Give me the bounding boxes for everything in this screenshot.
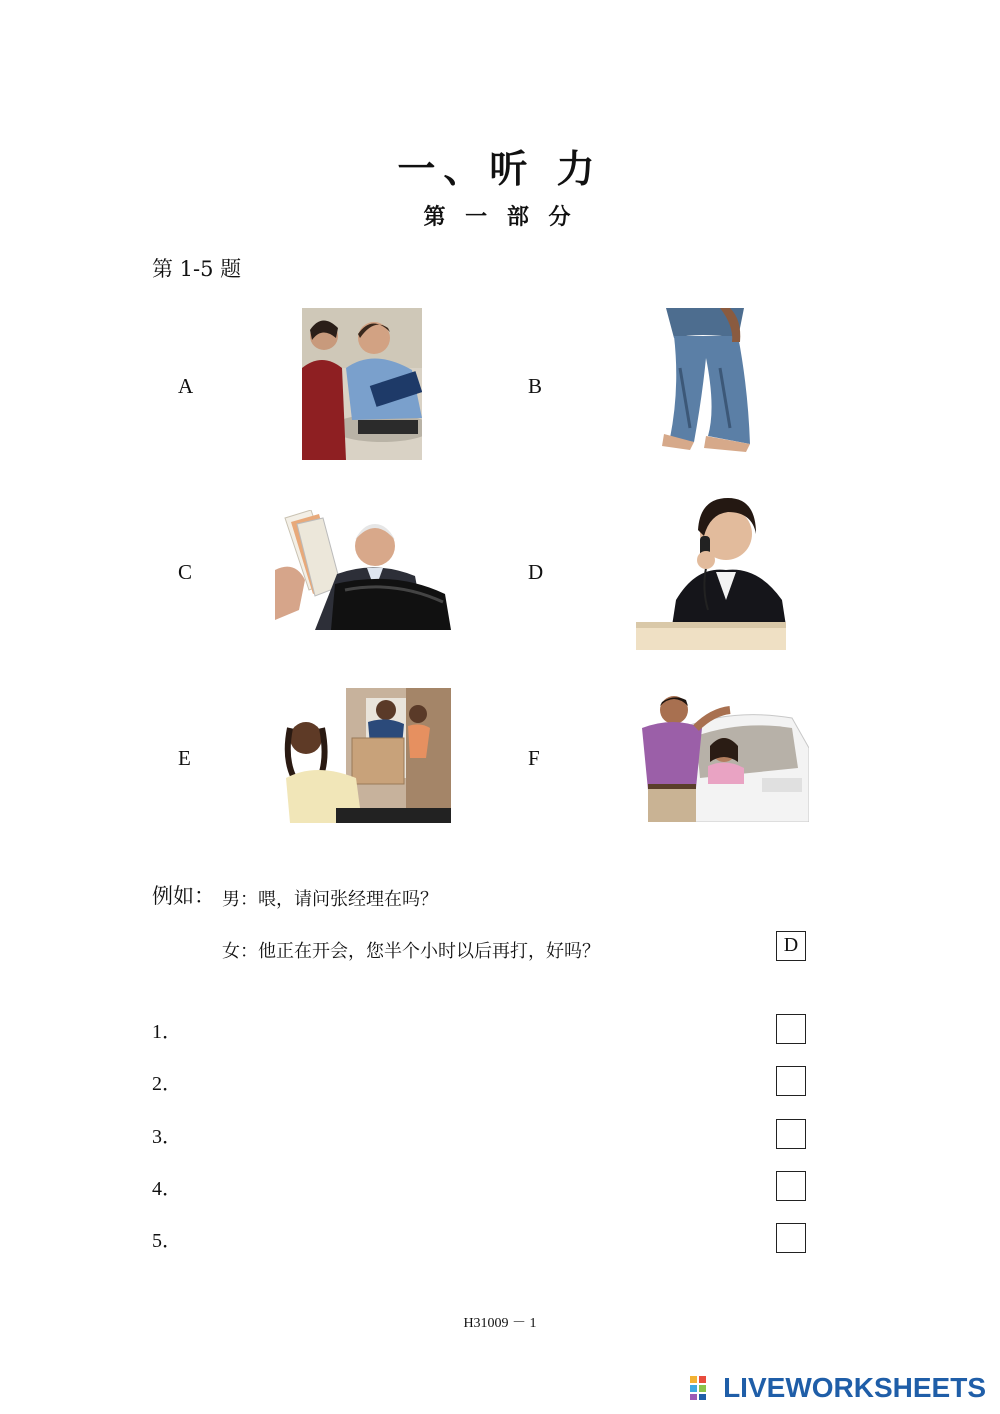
question-number: 5． bbox=[152, 1230, 182, 1252]
section-title: 一、听 力 bbox=[397, 146, 603, 191]
answer-box-5[interactable] bbox=[776, 1223, 806, 1253]
question-number: 3． bbox=[152, 1126, 182, 1148]
option-image-c bbox=[275, 510, 451, 630]
option-letter-e: E bbox=[178, 746, 191, 770]
example-label: 例如： bbox=[152, 884, 215, 908]
example-answer-box: D bbox=[776, 931, 806, 961]
page-code: H31009 － 1 bbox=[463, 1316, 537, 1331]
option-letter-c: C bbox=[178, 560, 193, 584]
answer-box-2[interactable] bbox=[776, 1066, 806, 1096]
question-number: 1． bbox=[152, 1021, 182, 1043]
option-letter-b: B bbox=[528, 374, 543, 398]
answer-box-1[interactable] bbox=[776, 1014, 806, 1044]
option-letter-d: D bbox=[528, 560, 544, 584]
part-subtitle: 第 一 部 分 bbox=[423, 204, 577, 230]
option-image-b bbox=[660, 308, 756, 453]
option-image-d bbox=[636, 490, 786, 650]
option-image-a bbox=[302, 308, 422, 460]
example-line-man: 男：喂，请问张经理在吗？ bbox=[222, 889, 438, 910]
option-image-f bbox=[612, 688, 809, 822]
option-letter-a: A bbox=[178, 374, 194, 398]
question-number: 2． bbox=[152, 1073, 182, 1095]
option-letter-f: F bbox=[528, 746, 540, 770]
question-range: 第 1-5 题 bbox=[152, 257, 242, 281]
option-image-e bbox=[276, 688, 451, 823]
liveworksheets-logo-icon bbox=[690, 1376, 716, 1400]
example-line-woman: 女：他正在开会，您半个小时以后再打，好吗？ bbox=[222, 941, 600, 962]
liveworksheets-brand[interactable]: LIVEWORKSHEETS bbox=[723, 1372, 986, 1403]
question-number: 4． bbox=[152, 1178, 182, 1200]
answer-box-3[interactable] bbox=[776, 1119, 806, 1149]
answer-box-4[interactable] bbox=[776, 1171, 806, 1201]
